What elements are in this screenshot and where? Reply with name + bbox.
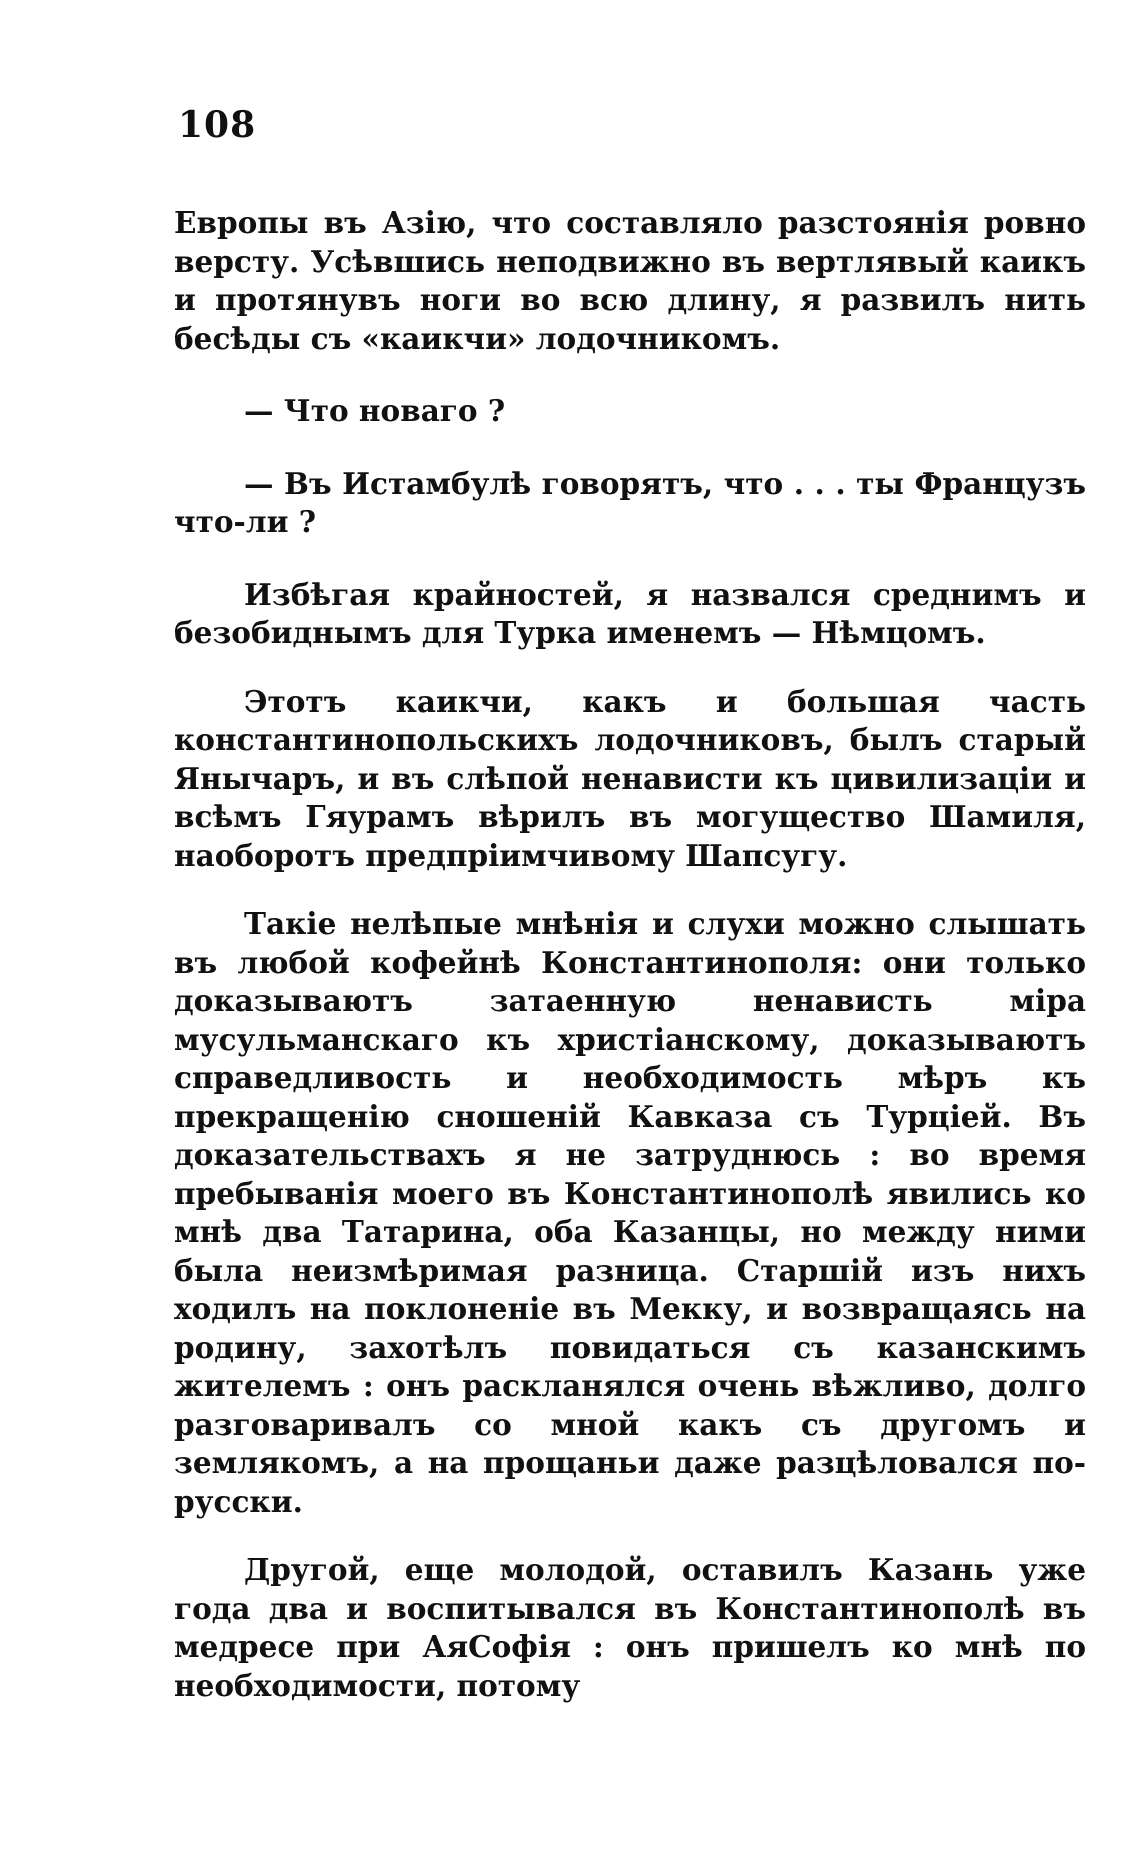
dialogue-answer: — Въ Истамбулѣ говорятъ, что . . . ты Французъ что-ли ?: [174, 465, 1086, 539]
paragraph-name-choice: Избѣгая крайностей, я назвался среднимъ и безобиднымъ для Турка именемъ — Нѣмцомъ.: [174, 576, 1086, 650]
paragraph-continuation: Европы въ Азію, что составляло разстоянія ровно версту. Усѣвшись неподвижно въ вертлявый каикъ и протянувъ ноги во всю длину, я развилъ нить бесѣды съ «каикчи» лодочникомъ.: [174, 205, 1086, 356]
paragraph-boatman: Этотъ каикчи, какъ и большая часть константинопольскихъ лодочниковъ, былъ старый Янычаръ, и въ слѣпой ненависти къ цивилизаціи и всѣмъ Гяурамъ вѣрилъ въ могущество Шамиля, наоборотъ предпріимчивому Шапсугу.: [174, 683, 1086, 873]
dialogue-question: — Что новаго ?: [244, 393, 506, 428]
paragraph-rumors: Такіе нелѣпые мнѣнія и слухи можно слышать въ любой кофейнѣ Константинополя: они только доказываютъ затаенную ненависть міра мусульманскаго къ христіанскому, доказываютъ справедливость и необходимость мѣръ къ прекращенію сношеній Кавказа съ Турціей. Въ доказательствахъ я не затруднюсь : во время пребыванія моего въ Константинополѣ явились ко мнѣ два Татарина, оба Казанцы, но между ними была неизмѣримая разница. Старшій изъ нихъ ходилъ на поклоненіе въ Мекку, и возвращаясь на родину, захотѣлъ повидаться съ казанскимъ жителемъ : онъ раскланялся очень вѣжливо, долго разговаривалъ со мной какъ съ другомъ и землякомъ, а на прощаньи даже разцѣловался по-русски.: [174, 906, 1086, 1519]
page-number: 108: [178, 104, 257, 146]
paragraph-second-tatar: Другой, еще молодой, оставилъ Казань уже года два и воспитывался въ Константинополѣ въ медресе при АяСофія : онъ пришелъ ко мнѣ по необходимости, потому: [174, 1552, 1086, 1703]
body-text: [174, 204, 1086, 1705]
